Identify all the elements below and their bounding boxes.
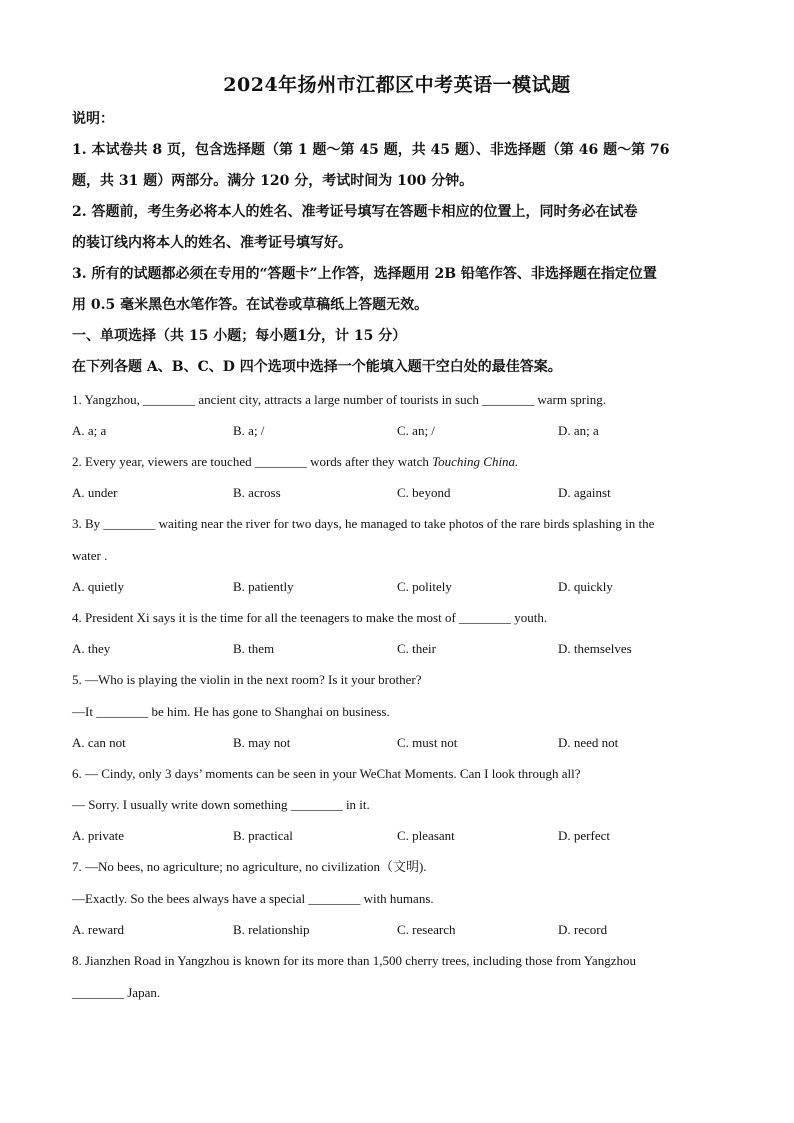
question-4-option-c: C. their (397, 641, 436, 656)
question-2-stem (72, 446, 724, 477)
question-7-option-a: A. reward (72, 922, 124, 937)
page-title: 2024年扬州市江都区中考英语一模试题 (223, 74, 571, 96)
question-3-stem-line-2: water . (72, 548, 108, 563)
question-3-option-a: A. quietly (72, 579, 124, 594)
question-4-stem: 4. President Xi says it is the time for all the teenagers to make the most of ________ youth. (72, 610, 548, 625)
question-5-option-d: D. need not (558, 735, 619, 750)
question-6-option-a: A. private (72, 828, 124, 843)
question-6-stem-line-1: 6. — Cindy, only 3 days’ moments can be seen in your WeChat Moments. Can I look through all? (72, 766, 581, 781)
instructions-heading: 说明： (72, 111, 114, 127)
question-6-option-c: C. pleasant (397, 828, 455, 843)
question-5-stem-line-1: 5. —Who is playing the violin in the next room? Is it your brother? (72, 672, 422, 687)
question-3-option-d: D. quickly (558, 579, 613, 594)
question-5-option-b: B. may not (233, 735, 291, 750)
question-4-option-d: D. themselves (558, 641, 632, 656)
question-5-stem-line-2: —It ________ be him. He has gone to Shanghai on business. (72, 704, 390, 719)
question-7-option-c: C. research (397, 922, 456, 937)
question-2-stem-title: Touching China. (432, 454, 519, 469)
question-4-option-b: B. them (233, 641, 275, 656)
question-4-options (72, 633, 724, 664)
question-5-options (72, 727, 724, 758)
question-6-stem-line-2: — Sorry. I usually write down something ________ in it. (72, 797, 370, 812)
question-5-option-c: C. must not (397, 735, 458, 750)
question-8-stem-line-2: ________ Japan. (72, 985, 161, 1000)
question-3-stem-line-1: 3. By ________ waiting near the river for two days, he managed to take photos of the rare birds splashing in the (72, 516, 655, 531)
question-2-option-a: A. under (72, 485, 118, 500)
question-7-stem-line-2: —Exactly. So the bees always have a special ________ with humans. (72, 891, 434, 906)
question-2-option-c: C. beyond (397, 485, 451, 500)
instruction-2-line-2: 的装订线内将本人的姓名、准考证号填写好。 (72, 235, 352, 251)
question-7-options (72, 914, 724, 945)
instruction-1-line-1: 1. 本试卷共 8 页，包含选择题（第 1 题～第 45 题，共 45 题）、非选择题（第 46 题～第 76 (72, 142, 670, 158)
question-7-stem-line-1: 7. —No bees, no agriculture; no agriculture, no civilization（文明). (72, 859, 427, 874)
question-6-option-d: D. perfect (558, 828, 610, 843)
question-3-options (72, 571, 724, 602)
question-7-option-d: D. record (558, 922, 608, 937)
section-heading: 一、单项选择（共 15 小题；每小题1分，计 15 分） (72, 328, 407, 344)
question-7-option-b: B. relationship (233, 922, 310, 937)
question-8-stem-line-1: 8. Jianzhen Road in Yangzhou is known for its more than 1,500 cherry trees, including those from Yangzhou (72, 953, 636, 968)
question-6-options (72, 820, 724, 851)
question-1-option-d: D. an; a (558, 423, 599, 438)
question-1-option-a: A. a; a (72, 423, 107, 438)
question-1-option-c: C. an; / (397, 423, 435, 438)
instruction-3-line-1: 3. 所有的试题都必须在专用的“答题卡”上作答，选择题用 2B 铅笔作答、非选择题在指定位置 (72, 266, 657, 282)
question-2-option-d: D. against (558, 485, 611, 500)
question-2-stem-text: 2. Every year, viewers are touched ________ words after they watch (72, 454, 433, 469)
section-direction: 在下列各题 A、B、C、D 四个选项中选择一个能填入题干空白处的最佳答案。 (72, 359, 562, 375)
question-1-options (72, 415, 724, 446)
question-1-option-b: B. a; / (233, 423, 265, 438)
instruction-2-line-1: 2. 答题前，考生务必将本人的姓名、准考证号填写在答题卡相应的位置上，同时务必在试卷 (72, 204, 638, 220)
instruction-1-line-2: 题，共 31 题）两部分。满分 120 分，考试时间为 100 分钟。 (72, 173, 474, 189)
question-5-option-a: A. can not (72, 735, 126, 750)
question-2-options (72, 477, 724, 508)
instruction-3-line-2: 用 0.5 毫米黑色水笔作答。在试卷或草稿纸上答题无效。 (72, 297, 429, 313)
question-4-option-a: A. they (72, 641, 111, 656)
question-2-option-b: B. across (233, 485, 281, 500)
question-3-option-c: C. politely (397, 579, 452, 594)
question-1-stem: 1. Yangzhou, ________ ancient city, attracts a large number of tourists in such ________ warm spring. (72, 392, 606, 407)
question-6-option-b: B. practical (233, 828, 293, 843)
question-3-option-b: B. patiently (233, 579, 294, 594)
